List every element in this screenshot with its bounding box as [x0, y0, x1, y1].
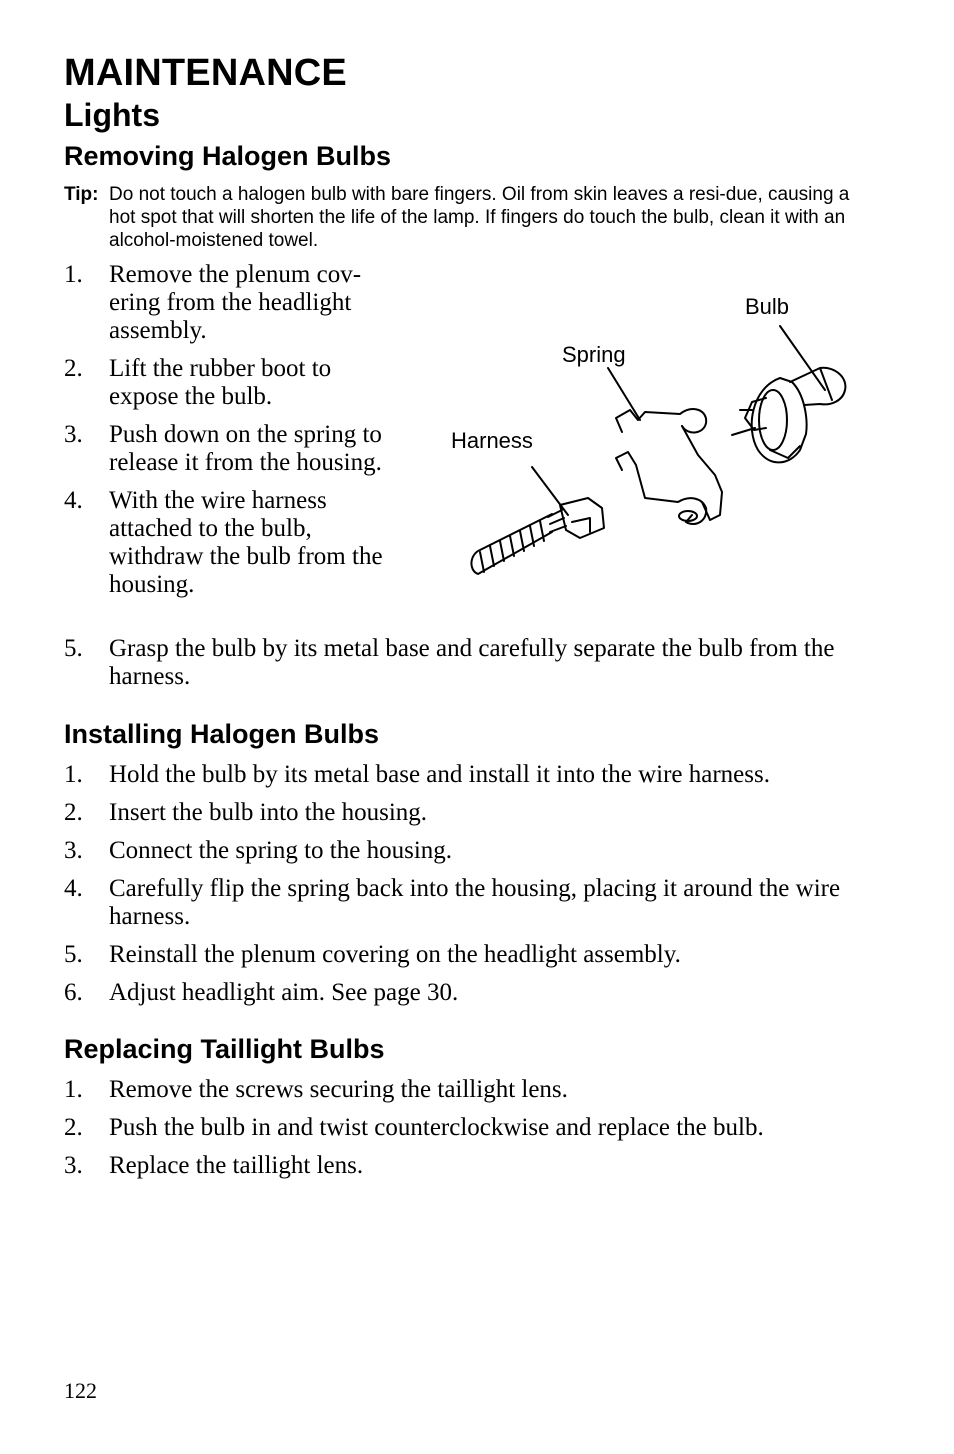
tip-note	[64, 183, 854, 252]
step-number: 3.	[64, 1152, 83, 1179]
list-item	[64, 421, 404, 477]
step-number: 1.	[64, 761, 83, 788]
step-text: Lift the rubber boot to expose the bulb.	[109, 355, 332, 410]
list-item	[64, 1076, 874, 1104]
step-number: 3.	[64, 421, 83, 448]
step-text: Reinstall the plenum covering on the headlight assembly.	[109, 941, 681, 968]
step-text: With the wire harness attached to the bulb, withdraw the bulb from the housing.	[109, 487, 383, 598]
step-text: Grasp the bulb by its metal base and carefully separate the bulb from the harness.	[109, 635, 835, 690]
step-number: 1.	[64, 261, 83, 288]
step-number: 1.	[64, 1076, 83, 1103]
list-item	[64, 941, 874, 969]
list-item	[64, 875, 874, 931]
taillight-heading: Replacing Taillight Bulbs	[64, 1034, 385, 1064]
step-text: Push the bulb in and twist counterclockwise and replace the bulb.	[109, 1114, 764, 1141]
step-number: 5.	[64, 941, 83, 968]
list-item	[64, 355, 404, 411]
headlight-bulb-figure	[440, 270, 880, 600]
callout-bulb: Bulb	[745, 294, 790, 319]
list-item	[64, 487, 404, 599]
step-text: Carefully flip the spring back into the housing, placing it around the wire harness.	[109, 875, 841, 930]
page-number: 122	[64, 1378, 97, 1403]
step-number: 3.	[64, 837, 83, 864]
removing-steps-list	[64, 261, 404, 609]
tip-text: Do not touch a halogen bulb with bare fingers. Oil from skin leaves a resi-due, causing a hot spot that will shorten the life of the lamp. If fingers do touch the bulb, clean it with an alcohol-moistened towel.	[109, 184, 850, 251]
step-text: Adjust headlight aim. See page 30.	[109, 979, 459, 1006]
list-item	[64, 799, 874, 827]
installing-heading: Installing Halogen Bulbs	[64, 719, 380, 749]
step-text: Remove the plenum cov-ering from the headlight assembly.	[109, 261, 362, 344]
list-item	[64, 761, 874, 789]
list-item	[64, 837, 874, 865]
callout-spring: Spring	[562, 342, 626, 367]
step-text: Hold the bulb by its metal base and install it into the wire harness.	[109, 761, 770, 788]
taillight-steps-list	[64, 1076, 874, 1190]
step-text: Push down on the spring to release it from the housing.	[109, 421, 382, 476]
list-item	[64, 635, 864, 691]
list-item	[64, 1114, 874, 1142]
step-number: 4.	[64, 487, 83, 514]
step-text: Replace the taillight lens.	[109, 1152, 364, 1179]
removing-heading: Removing Halogen Bulbs	[64, 141, 392, 171]
step-text: Connect the spring to the housing.	[109, 837, 453, 864]
step-number: 2.	[64, 799, 83, 826]
list-item	[64, 979, 874, 1007]
step-number: 6.	[64, 979, 83, 1006]
step-text: Insert the bulb into the housing.	[109, 799, 428, 826]
list-item	[64, 1152, 874, 1180]
section-title: MAINTENANCE	[64, 52, 347, 94]
step-text: Remove the screws securing the taillight lens.	[109, 1076, 568, 1103]
list-item	[64, 261, 404, 345]
step-number: 4.	[64, 875, 83, 902]
step-number: 5.	[64, 635, 83, 662]
installing-steps-list	[64, 761, 874, 1017]
removing-steps-list-cont	[64, 635, 864, 701]
callout-harness: Harness	[451, 428, 533, 453]
tip-label: Tip:	[64, 184, 99, 205]
step-number: 2.	[64, 355, 83, 382]
step-number: 2.	[64, 1114, 83, 1141]
topic-title: Lights	[64, 97, 160, 133]
